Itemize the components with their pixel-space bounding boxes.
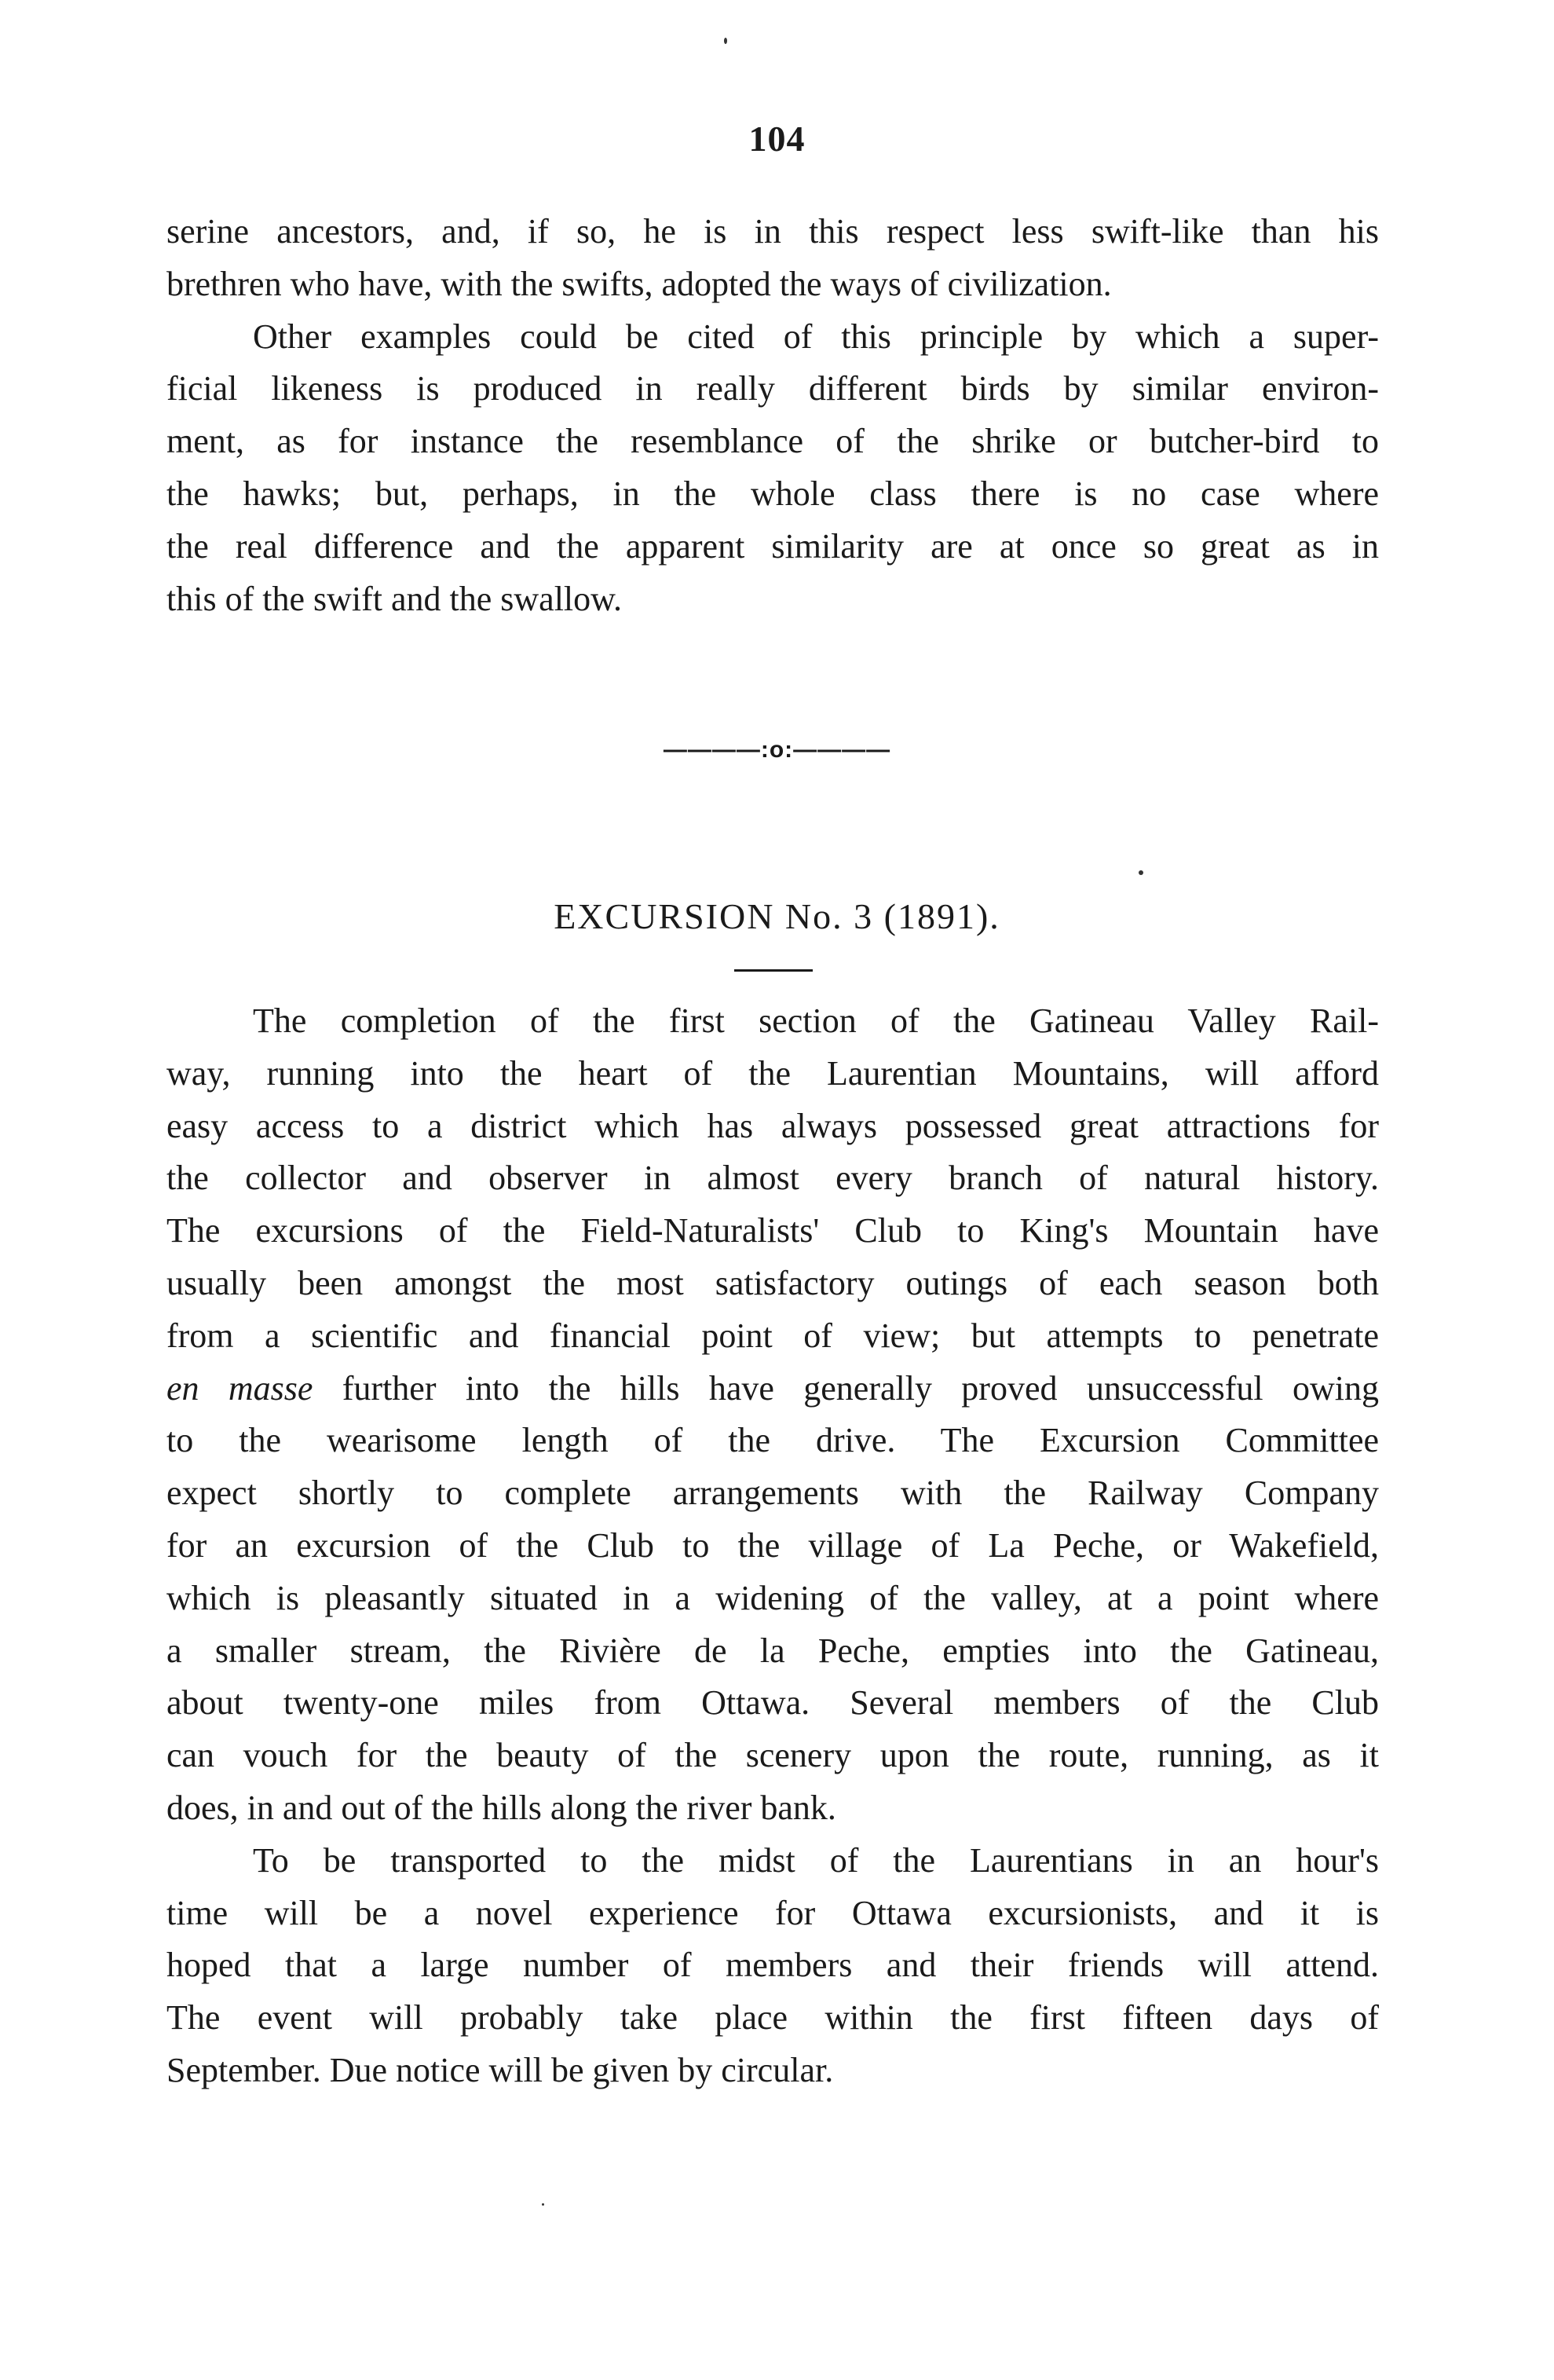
text-line: a smaller stream, the Rivière de la Peche, empties into the Gatineau, [166, 1631, 1379, 1670]
italic-phrase: en masse [166, 1368, 313, 1408]
print-speck [724, 38, 727, 44]
text-line: does, in and out of the hills along the river bank. [166, 1788, 836, 1827]
text-line: September. Due notice will be given by circular. [166, 2050, 834, 2089]
text-line: usually been amongst the most satisfactory outings of each season both [166, 1263, 1379, 1302]
heading-rule [734, 969, 813, 972]
text-line: To be transported to the midst of the Laurentians in an hour's [253, 1840, 1379, 1880]
text-line: Other examples could be cited of this principle by which a super- [253, 317, 1379, 356]
text-line: which is pleasantly situated in a widening of the valley, at a point where [166, 1578, 1379, 1617]
text-line: way, running into the heart of the Laurentian Mountains, will afford [166, 1053, 1379, 1093]
section-heading: EXCURSION No. 3 (1891). [554, 896, 1000, 936]
page-number: 104 [748, 119, 806, 159]
print-speck [1139, 870, 1143, 875]
text-line: the hawks; but, perhaps, in the whole class there is no case where [166, 474, 1379, 513]
text-line: brethren who have, with the swifts, adopted the ways of civilization. [166, 264, 1112, 303]
text-line: can vouch for the beauty of the scenery upon the route, running, as it [166, 1736, 1379, 1775]
text-line: about twenty-one miles from Ottawa. Several members of the Club [166, 1683, 1379, 1723]
excursion-text [166, 995, 1379, 2097]
text-line: The completion of the first section of the Gatineau Valley Rail- [253, 1001, 1379, 1040]
text-line: expect shortly to complete arrangements with the Railway Company [166, 1474, 1379, 1513]
text-line: The excursions of the Field-Naturalists' Club to King's Mountain have [166, 1211, 1379, 1250]
text-line: the real difference and the apparent similarity are at once so great as in [166, 526, 1379, 566]
text-line: easy access to a district which has always possessed great attractions for [166, 1106, 1379, 1145]
section-separator: ————:o:———— [663, 737, 891, 763]
text-line: time will be a novel experience for Ottawa excursionists, and it is [166, 1893, 1379, 1932]
text-line: from a scientific and financial point of view; but attempts to penetrate [166, 1316, 1379, 1355]
text-line: The event will probably take place within the first fifteen days of [166, 1998, 1379, 2038]
text-line: for an excursion of the Club to the village of La Peche, or Wakefield, [166, 1525, 1379, 1565]
continued-text [166, 206, 1379, 625]
text-line: the collector and observer in almost every branch of natural history. [166, 1159, 1379, 1198]
text-line: ment, as for instance the resemblance of the shrike or butcher-bird to [166, 422, 1379, 461]
print-speck [542, 2203, 544, 2206]
text-line: en masse further into the hills have generally proved unsuccessful owing [166, 1368, 1379, 1408]
text-line: serine ancestors, and, if so, he is in this respect less swift-like than his [166, 212, 1379, 251]
text-line: ficial likeness is produced in really different birds by similar environ- [166, 369, 1379, 408]
text-line: to the wearisome length of the drive. The Excursion Committee [166, 1421, 1379, 1460]
text-line: this of the swift and the swallow. [166, 579, 623, 618]
text-line: hoped that a large number of members and their friends will attend. [166, 1946, 1379, 1985]
